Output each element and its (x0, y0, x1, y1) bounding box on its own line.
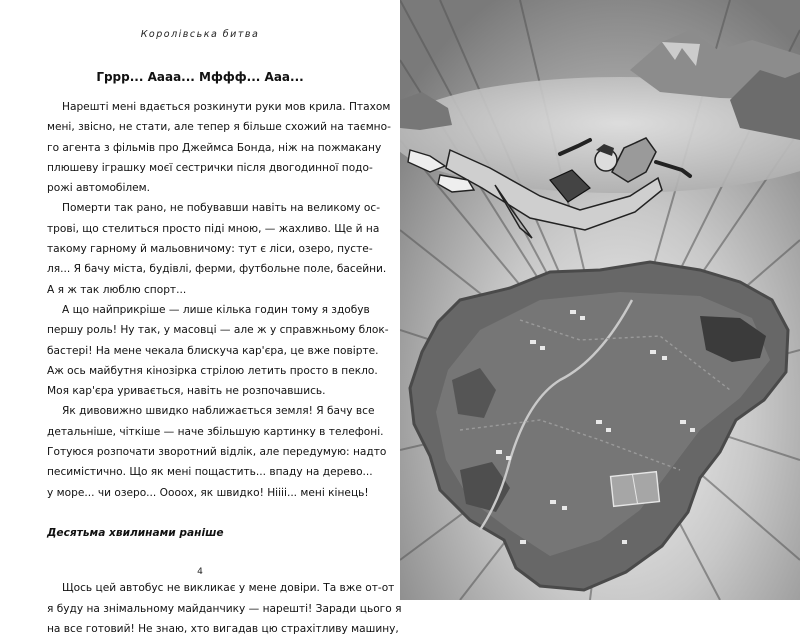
illustration-page (400, 0, 800, 600)
text-line: го агента з фільмів про Джеймса Бонда, ніж на пожмакану (47, 141, 382, 154)
text-line: Нарешті мені вдається розкинути руки мов крила. Птахом (62, 101, 391, 113)
text-line: А я ж так люблю спорт... (47, 283, 187, 296)
text-line: мені, звісно, не стати, але тепер я більше схожий на таємно- (47, 121, 391, 134)
text-line: на все готовий! Не знаю, хто вигадав цю страхітливу машину, (47, 622, 399, 635)
text-line: я буду на знімальному майданчику — нарешті! Заради цього я (47, 602, 402, 615)
text-line: Готуюся розпочати зворотний відлік, але передумую: надто (47, 446, 387, 459)
text-line: Як дивовижно швидко наближається земля! Я бачу все (62, 405, 375, 418)
text-line: у море... чи озеро... Оооох, як швидко! Ніііі... мені кінець! (47, 486, 369, 499)
paragraph-4 (47, 401, 387, 502)
spacer (47, 543, 350, 564)
spacer (47, 503, 350, 523)
text-line: Моя кар'єра уривається, навіть не розпочавшись. (47, 385, 326, 398)
paragraph-5 (47, 578, 402, 639)
text-line: трові, що стелиться просто піді мною, — жахливо. Ще й на (47, 222, 380, 235)
text-line: Померти так рано, не побувавши навіть на великому ос- (62, 202, 381, 215)
body-text (47, 97, 402, 639)
left-page (0, 0, 402, 635)
text-line: ля... Я бачу міста, будівлі, ферми, футбольне поле, басейни. (47, 263, 387, 276)
text-line: такому гарному й мальовничому: тут є ліси, озеро, пусте- (47, 243, 373, 256)
chapter-heading: Гррр... Аааа... Мффф... Ааа... (96, 70, 304, 84)
section-subheading: Десятьма хвилинами раніше (47, 526, 224, 539)
text-line: першу роль! Ну так, у масовці — але ж у справжньому блок- (47, 324, 389, 337)
running-head: Королівська битва (140, 29, 260, 40)
paragraph-2 (47, 198, 387, 299)
skydiver-over-island-illustration (400, 0, 800, 600)
text-line: детальніше, чіткіше — наче збільшую картинку в телефоні. (47, 425, 384, 438)
text-line: рожі автомобілем. (47, 182, 151, 195)
paragraph-3 (47, 300, 389, 401)
text-line: бастері! На мене чекала блискуча кар'єра, це вже повірте. (47, 344, 379, 357)
text-line: А що найприкріше — лише кілька годин тому я здобув (62, 303, 370, 316)
text-line: Аж ось майбутня кінозірка стрілою летить просто в пекло. (47, 364, 378, 377)
text-line: Щось цей автобус не викликає у мене довіри. Та вже от-от (62, 582, 395, 595)
text-line: плюшеву іграшку моєї сестрички після двогодинної подо- (47, 161, 373, 174)
paragraph-1 (47, 97, 391, 198)
page-number: 4 (197, 567, 203, 577)
text-line: песимістично. Що як мені пощастить... впаду на дерево... (47, 466, 373, 479)
